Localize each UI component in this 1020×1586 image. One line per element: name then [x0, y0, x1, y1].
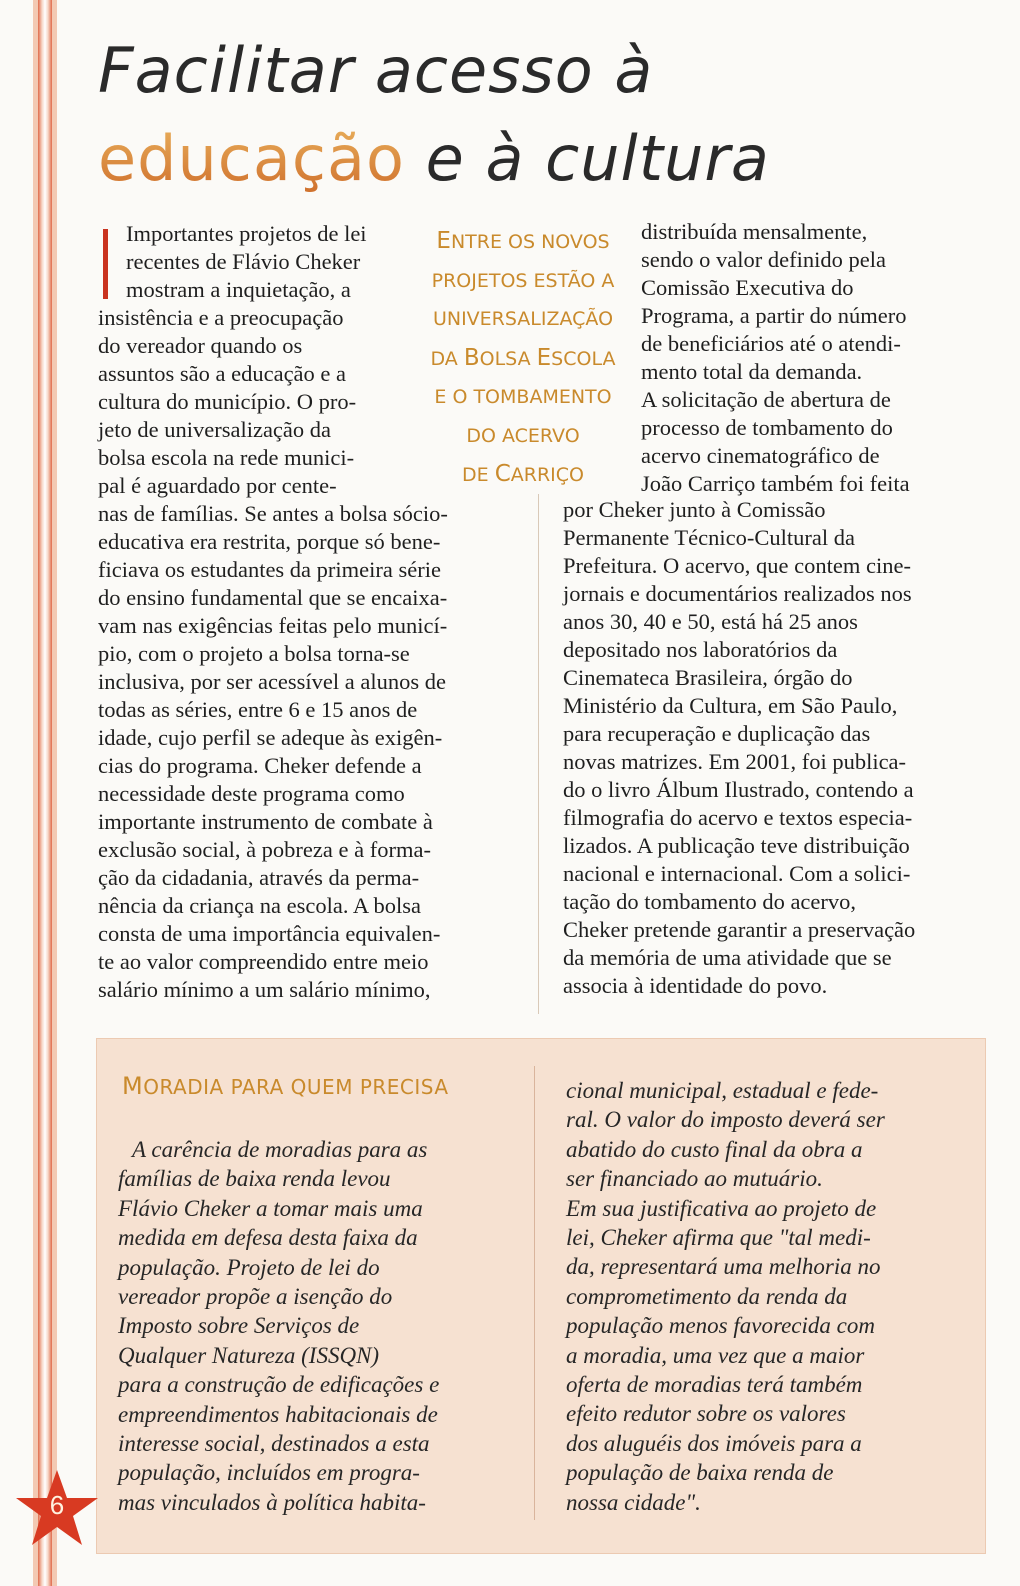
- headline-line-2: [98, 122, 770, 195]
- text-line: consta de uma importância equivalen-: [98, 921, 441, 946]
- text-line: sendo o valor definido pela: [641, 247, 886, 272]
- text-line: Prefeitura. O acervo, que contem cine-: [563, 553, 911, 578]
- text-line: ral. O valor do imposto deverá ser: [566, 1107, 885, 1133]
- text-line: Comissão Executiva do: [641, 275, 854, 300]
- text-line: pio, com o projeto a bolsa torna-se: [98, 641, 410, 666]
- text-line: inclusiva, por ser acessível a alunos de: [98, 669, 447, 694]
- text-line: nas de famílias. Se antes a bolsa sócio-: [98, 501, 448, 526]
- pull-quote-line: UNIVERSALIZAÇÃO: [432, 308, 614, 330]
- text-line: abatido do custo final da obra a: [566, 1136, 863, 1162]
- pull-quote-line: PROJETOS ESTÃO A: [431, 269, 615, 292]
- pull-quote: [410, 222, 636, 495]
- headline-accent-word: educação: [98, 122, 405, 195]
- text-line: cultura do município. O pro-: [98, 389, 357, 414]
- text-line: comprometimento da renda da: [566, 1283, 848, 1309]
- text-line: do o livro Álbum Ilustrado, contendo a: [563, 777, 914, 802]
- text-line: jeto de universalização da: [98, 417, 332, 442]
- text-line: empreendimentos habitacionais de: [118, 1401, 438, 1427]
- text-line: efeito redutor sobre os valores: [566, 1401, 846, 1427]
- text-line: insistência e a preocupação: [98, 305, 344, 330]
- text-line: jornais e documentários realizados nos: [563, 581, 912, 606]
- sidebar-column-2: [566, 1076, 976, 1517]
- text-line: nossa cidade".: [566, 1489, 701, 1515]
- text-line: cional municipal, estadual e fede-: [566, 1078, 879, 1103]
- text-line: dos aluguéis dos imóveis para a: [566, 1430, 862, 1456]
- pull-quote-line: DA BOLSA ESCOLA: [430, 344, 616, 371]
- pull-quote-line: DO ACERVO: [466, 424, 580, 447]
- text-line: Cinemateca Brasileira, órgão do: [563, 665, 853, 690]
- text-line: acervo cinematográfico de: [641, 443, 880, 468]
- pull-quote-line: DE CARRIÇO: [462, 461, 584, 487]
- text-line: população, incluídos em progra-: [118, 1460, 420, 1486]
- text-line: ser financiado ao mutuário.: [566, 1166, 823, 1192]
- text-line: tação do tombamento do acervo,: [563, 889, 857, 914]
- text-line: mostram a inquietação, a: [126, 277, 351, 302]
- text-line: salário mínimo a um salário mínimo,: [98, 977, 431, 1002]
- sidebar-heading: MORADIA PARA QUEM PRECISA: [122, 1072, 449, 1100]
- text-line: população menos favorecida com: [566, 1313, 875, 1339]
- text-line: cias do programa. Cheker defende a: [98, 753, 422, 778]
- text-line: A carência de moradias para as: [132, 1137, 428, 1162]
- text-line: ção da cidadania, através da perma-: [98, 865, 420, 890]
- text-line: para a construção de edificações e: [118, 1372, 440, 1398]
- text-line: Em sua justificativa ao projeto de: [566, 1195, 877, 1221]
- text-line: Qualquer Natureza (ISSQN): [118, 1342, 380, 1368]
- pull-quote-line: ENTRE OS NOVOS: [436, 228, 610, 254]
- text-line: necessidade deste programa como: [98, 781, 405, 806]
- article-column-2: [641, 218, 981, 498]
- text-line: Programa, a partir do número: [641, 303, 907, 328]
- text-line: por Cheker junto à Comissão: [563, 497, 826, 522]
- text-line: população de baixa renda de: [566, 1460, 834, 1486]
- text-line: da, representará uma melhoria no: [566, 1254, 881, 1280]
- page-number: 6: [49, 1490, 65, 1520]
- text-line: Importantes projetos de lei: [126, 221, 367, 246]
- text-line: interesse social, destinados a esta: [118, 1431, 430, 1457]
- text-line: mento total da demanda.: [641, 359, 863, 384]
- text-line: do vereador quando os: [98, 333, 303, 358]
- text-line: da memória de uma atividade que se: [563, 945, 892, 970]
- text-line: anos 30, 40 e 50, está há 25 anos: [563, 609, 858, 634]
- text-line: Flávio Cheker a tomar mais uma: [118, 1195, 423, 1221]
- text-line: oferta de moradias terá também: [566, 1372, 863, 1398]
- text-line: medida em defesa desta faixa da: [118, 1225, 418, 1251]
- text-line: filmografia do acervo e textos especia-: [563, 805, 913, 830]
- text-line: educativa era restrita, porque só bene-: [98, 529, 441, 554]
- text-line: do ensino fundamental que se encaixa-: [98, 585, 448, 610]
- text-line: João Carriço também foi feita: [641, 471, 910, 496]
- headline-line-1: Facilitar acesso à: [98, 34, 654, 107]
- text-line: novas matrizes. Em 2001, foi publica-: [563, 749, 907, 774]
- text-line: depositado nos laboratórios da: [563, 637, 838, 662]
- text-line: vereador propõe a isenção do: [118, 1284, 393, 1310]
- left-decorative-rule: [33, 0, 57, 1586]
- column-divider: [538, 494, 539, 1014]
- text-line: vam nas exigências feitas pelo municí-: [98, 613, 448, 638]
- article-column-3: [563, 496, 988, 1000]
- text-line: distribuída mensalmente,: [641, 219, 868, 244]
- text-line: população. Projeto de lei do: [118, 1254, 380, 1280]
- text-line: de beneficiários até o atendi-: [641, 331, 901, 356]
- text-line: associa à identidade do povo.: [563, 973, 828, 998]
- text-line: exclusão social, à pobreza e à forma-: [98, 837, 431, 862]
- text-line: nacional e internacional. Com a solici-: [563, 861, 911, 886]
- text-line: te ao valor compreendido entre meio: [98, 949, 429, 974]
- text-line: Imposto sobre Serviços de: [118, 1313, 360, 1339]
- text-line: mas vinculados à política habita-: [118, 1489, 426, 1515]
- text-line: nência da criança na escola. A bolsa: [98, 893, 421, 918]
- text-line: para recuperação e duplicação das: [563, 721, 871, 746]
- text-line: idade, cujo perfil se adeque às exigên-: [98, 725, 443, 750]
- text-line: processo de tombamento do: [641, 415, 893, 440]
- text-line: Cheker pretende garantir a preservação: [563, 917, 916, 942]
- sidebar-column-1: [118, 1135, 528, 1517]
- text-line: todas as séries, entre 6 e 15 anos de: [98, 697, 418, 722]
- sidebar-column-divider: [534, 1066, 535, 1520]
- text-line: Ministério da Cultura, em São Paulo,: [563, 693, 898, 718]
- text-line: bolsa escola na rede munici-: [98, 445, 355, 470]
- text-line: pal é aguardado por cente-: [98, 473, 337, 498]
- headline-rest: e à cultura: [404, 122, 770, 195]
- text-line: A solicitação de abertura de: [641, 387, 891, 412]
- text-line: importante instrumento de combate à: [98, 809, 433, 834]
- text-line: Permanente Técnico-Cultural da: [563, 525, 855, 550]
- text-line: assuntos são a educação e a: [98, 361, 347, 386]
- text-line: recentes de Flávio Cheker: [126, 249, 361, 274]
- text-line: lizados. A publicação teve distribuição: [563, 833, 910, 858]
- text-line: famílias de baixa renda levou: [118, 1166, 391, 1192]
- text-line: a moradia, uma vez que a maior: [566, 1342, 865, 1368]
- pull-quote-line: E O TOMBAMENTO: [434, 386, 612, 408]
- text-line: ficiava os estudantes da primeira série: [98, 557, 441, 582]
- text-line: lei, Cheker afirma que "tal medi-: [566, 1225, 871, 1251]
